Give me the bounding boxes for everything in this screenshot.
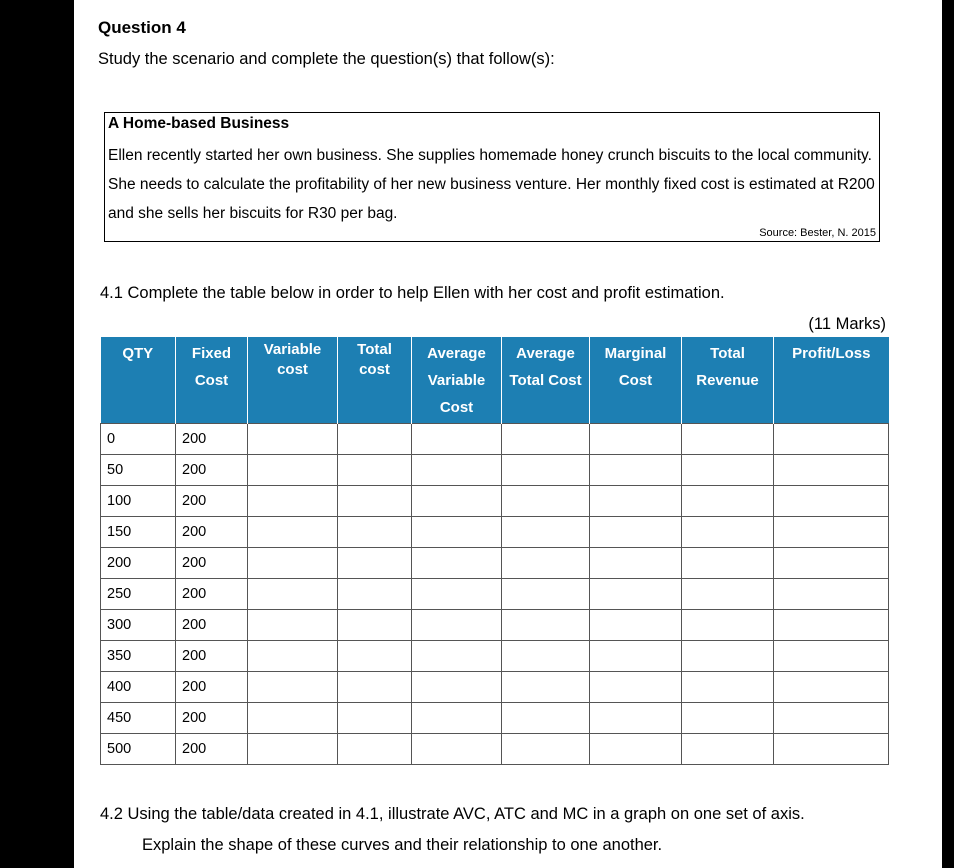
profit-cell bbox=[774, 547, 889, 578]
qty-cell: 250 bbox=[101, 578, 176, 609]
table-row bbox=[101, 516, 889, 547]
header-total-cost: Total cost bbox=[338, 337, 412, 423]
revenue-cell bbox=[682, 733, 774, 764]
qty-cell: 150 bbox=[101, 516, 176, 547]
profit-cell bbox=[774, 640, 889, 671]
scenario-box bbox=[104, 112, 880, 242]
qty-cell: 500 bbox=[101, 733, 176, 764]
qty-cell: 300 bbox=[101, 609, 176, 640]
total-cost-cell bbox=[338, 454, 412, 485]
table-row bbox=[101, 702, 889, 733]
header-profit-loss: Profit/Loss bbox=[774, 337, 889, 423]
total-cost-cell bbox=[338, 640, 412, 671]
profit-cell bbox=[774, 733, 889, 764]
mc-cell bbox=[590, 578, 682, 609]
document-page bbox=[74, 0, 942, 868]
avc-cell bbox=[412, 454, 502, 485]
total-cost-cell bbox=[338, 702, 412, 733]
revenue-cell bbox=[682, 423, 774, 454]
revenue-cell bbox=[682, 485, 774, 516]
fixed-cost-cell: 200 bbox=[176, 733, 248, 764]
variable-cost-cell bbox=[248, 578, 338, 609]
atc-cell bbox=[502, 516, 590, 547]
screen-edge-right bbox=[942, 0, 954, 868]
fixed-cost-cell: 200 bbox=[176, 578, 248, 609]
question-4-2-line-1: 4.2 Using the table/data created in 4.1, illustrate AVC, ATC and MC in a graph on one set of axis. bbox=[100, 805, 805, 823]
table-row bbox=[101, 547, 889, 578]
atc-cell bbox=[502, 423, 590, 454]
atc-cell bbox=[502, 733, 590, 764]
fixed-cost-cell: 200 bbox=[176, 516, 248, 547]
mc-cell bbox=[590, 702, 682, 733]
atc-cell bbox=[502, 547, 590, 578]
mc-cell bbox=[590, 454, 682, 485]
qty-cell: 100 bbox=[101, 485, 176, 516]
mc-cell bbox=[590, 733, 682, 764]
qty-cell: 50 bbox=[101, 454, 176, 485]
revenue-cell bbox=[682, 578, 774, 609]
atc-cell bbox=[502, 702, 590, 733]
fixed-cost-cell: 200 bbox=[176, 547, 248, 578]
profit-cell bbox=[774, 485, 889, 516]
table-row bbox=[101, 733, 889, 764]
avc-cell bbox=[412, 609, 502, 640]
revenue-cell bbox=[682, 609, 774, 640]
header-average-total-cost: Average Total Cost bbox=[502, 337, 590, 423]
question-4-2-line-2: Explain the shape of these curves and their relationship to one another. bbox=[142, 836, 663, 854]
scenario-source: Source: Bester, N. 2015 bbox=[759, 227, 876, 239]
mc-cell bbox=[590, 485, 682, 516]
total-cost-cell bbox=[338, 423, 412, 454]
revenue-cell bbox=[682, 454, 774, 485]
qty-cell: 350 bbox=[101, 640, 176, 671]
avc-cell bbox=[412, 547, 502, 578]
table-row bbox=[101, 485, 889, 516]
revenue-cell bbox=[682, 702, 774, 733]
marks-label: (11 Marks) bbox=[808, 315, 886, 333]
question-instruction: Study the scenario and complete the question(s) that follow(s): bbox=[98, 50, 555, 68]
question-4-1: 4.1 Complete the table below in order to help Ellen with her cost and profit estimation. bbox=[100, 284, 725, 302]
fixed-cost-cell: 200 bbox=[176, 609, 248, 640]
question-title: Question 4 bbox=[98, 18, 186, 37]
total-cost-cell bbox=[338, 578, 412, 609]
qty-cell: 0 bbox=[101, 423, 176, 454]
avc-cell bbox=[412, 671, 502, 702]
variable-cost-cell bbox=[248, 454, 338, 485]
variable-cost-cell bbox=[248, 733, 338, 764]
cost-table bbox=[100, 337, 889, 765]
total-cost-cell bbox=[338, 671, 412, 702]
atc-cell bbox=[502, 485, 590, 516]
mc-cell bbox=[590, 640, 682, 671]
header-qty: QTY bbox=[101, 337, 176, 423]
variable-cost-cell bbox=[248, 547, 338, 578]
avc-cell bbox=[412, 702, 502, 733]
avc-cell bbox=[412, 733, 502, 764]
total-cost-cell bbox=[338, 609, 412, 640]
variable-cost-cell bbox=[248, 609, 338, 640]
atc-cell bbox=[502, 578, 590, 609]
header-total-revenue: Total Revenue bbox=[682, 337, 774, 423]
revenue-cell bbox=[682, 547, 774, 578]
atc-cell bbox=[502, 640, 590, 671]
mc-cell bbox=[590, 609, 682, 640]
avc-cell bbox=[412, 485, 502, 516]
profit-cell bbox=[774, 423, 889, 454]
scenario-heading: A Home-based Business bbox=[108, 115, 290, 132]
total-cost-cell bbox=[338, 516, 412, 547]
table-row bbox=[101, 640, 889, 671]
avc-cell bbox=[412, 578, 502, 609]
mc-cell bbox=[590, 547, 682, 578]
variable-cost-cell bbox=[248, 516, 338, 547]
table-row bbox=[101, 671, 889, 702]
header-variable-cost: Variable cost bbox=[248, 337, 338, 423]
total-cost-cell bbox=[338, 547, 412, 578]
screen-edge-left bbox=[0, 0, 74, 868]
qty-cell: 450 bbox=[101, 702, 176, 733]
profit-cell bbox=[774, 516, 889, 547]
variable-cost-cell bbox=[248, 423, 338, 454]
table-row bbox=[101, 423, 889, 454]
profit-cell bbox=[774, 609, 889, 640]
table-row bbox=[101, 609, 889, 640]
revenue-cell bbox=[682, 671, 774, 702]
table-row bbox=[101, 578, 889, 609]
fixed-cost-cell: 200 bbox=[176, 423, 248, 454]
header-fixed-cost: Fixed Cost bbox=[176, 337, 248, 423]
fixed-cost-cell: 200 bbox=[176, 640, 248, 671]
qty-cell: 200 bbox=[101, 547, 176, 578]
qty-cell: 400 bbox=[101, 671, 176, 702]
fixed-cost-cell: 200 bbox=[176, 485, 248, 516]
mc-cell bbox=[590, 671, 682, 702]
profit-cell bbox=[774, 702, 889, 733]
variable-cost-cell bbox=[248, 702, 338, 733]
total-cost-cell bbox=[338, 485, 412, 516]
variable-cost-cell bbox=[248, 640, 338, 671]
atc-cell bbox=[502, 454, 590, 485]
mc-cell bbox=[590, 423, 682, 454]
fixed-cost-cell: 200 bbox=[176, 671, 248, 702]
revenue-cell bbox=[682, 516, 774, 547]
revenue-cell bbox=[682, 640, 774, 671]
avc-cell bbox=[412, 423, 502, 454]
profit-cell bbox=[774, 578, 889, 609]
scenario-body: Ellen recently started her own business. She supplies homemade honey crunch biscuits to the local community. She needs to calculate the profitability of her new business venture. Her monthly fixed cost is estimated at R200 and she sells her biscuits for R30 per bag. bbox=[108, 147, 875, 222]
atc-cell bbox=[502, 609, 590, 640]
avc-cell bbox=[412, 516, 502, 547]
mc-cell bbox=[590, 516, 682, 547]
header-average-variable-cost: Average Variable Cost bbox=[412, 337, 502, 423]
table-header-row bbox=[101, 337, 889, 423]
header-marginal-cost: Marginal Cost bbox=[590, 337, 682, 423]
fixed-cost-cell: 200 bbox=[176, 454, 248, 485]
profit-cell bbox=[774, 454, 889, 485]
table-row bbox=[101, 454, 889, 485]
fixed-cost-cell: 200 bbox=[176, 702, 248, 733]
atc-cell bbox=[502, 671, 590, 702]
variable-cost-cell bbox=[248, 485, 338, 516]
total-cost-cell bbox=[338, 733, 412, 764]
avc-cell bbox=[412, 640, 502, 671]
variable-cost-cell bbox=[248, 671, 338, 702]
profit-cell bbox=[774, 671, 889, 702]
